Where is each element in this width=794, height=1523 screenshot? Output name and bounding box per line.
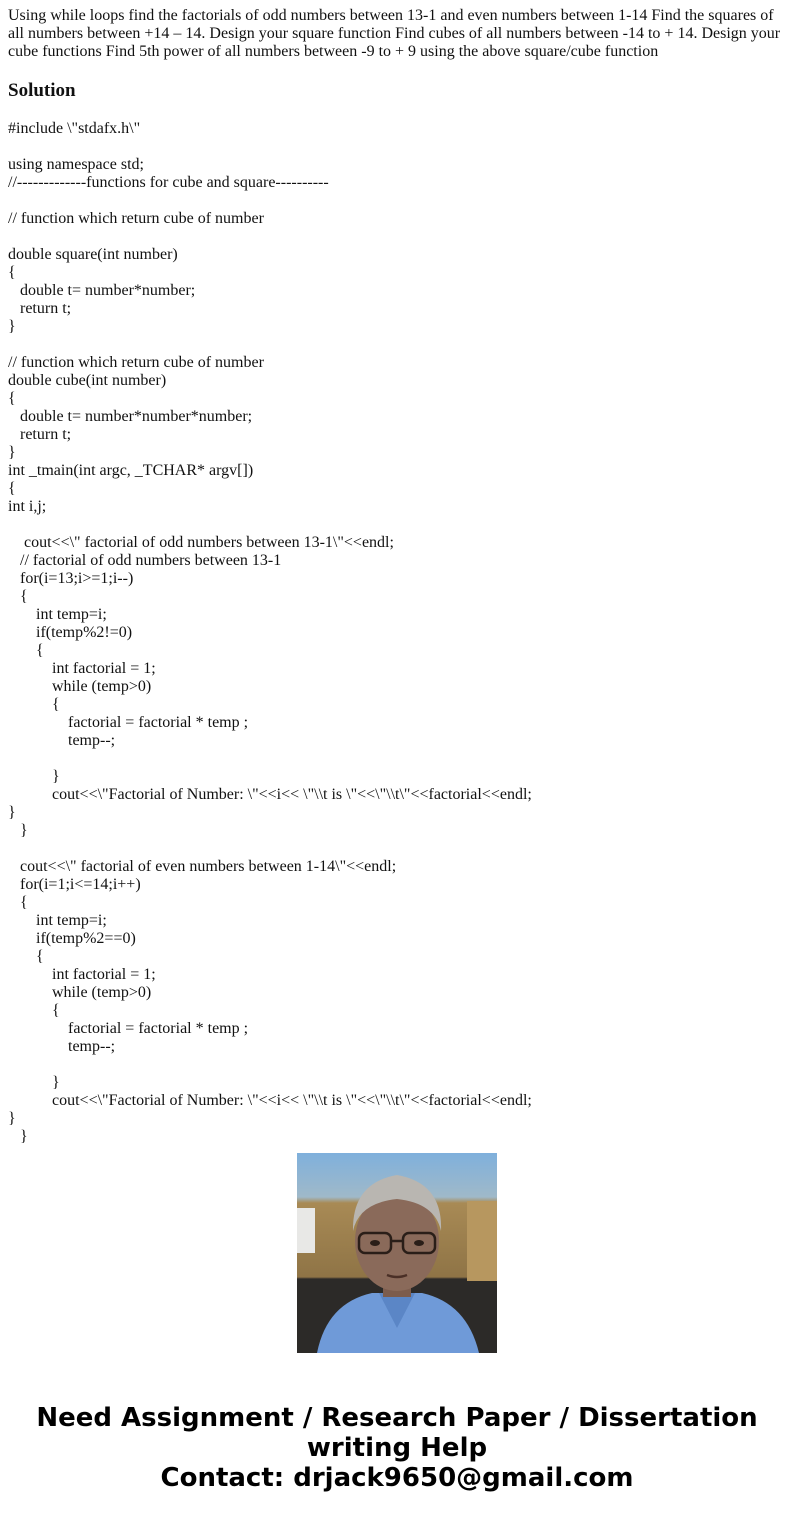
code-line: } xyxy=(20,1128,28,1145)
code-line: double square(int number) xyxy=(8,246,178,263)
code-line: return t; xyxy=(20,426,72,443)
code-line: { xyxy=(8,390,16,407)
promo-line-2: writing Help xyxy=(306,1433,488,1463)
code-line: cout<<\" factorial of odd numbers between 13-1\"<<endl; xyxy=(24,534,394,551)
code-line xyxy=(8,192,788,210)
code-line: int factorial = 1; xyxy=(52,660,156,677)
code-line: } xyxy=(8,1110,16,1127)
code-line: { xyxy=(52,1002,60,1019)
code-line xyxy=(8,750,788,768)
person-portrait-icon xyxy=(297,1153,497,1353)
code-line: while (temp>0) xyxy=(52,984,152,1001)
code-line: int i,j; xyxy=(8,498,47,515)
promo-contact-email: Contact: drjack9650@gmail.com xyxy=(160,1463,634,1493)
code-line: cout<<\"Factorial of Number: \"<<i<< \"\\t is \"<<\"\\t\"<<factorial<<endl; xyxy=(52,786,532,803)
code-line: //-------------functions for cube and square---------- xyxy=(8,174,329,191)
code-line: cout<<\"Factorial of Number: \"<<i<< \"\\t is \"<<\"\\t\"<<factorial<<endl; xyxy=(52,1092,532,1109)
code-line xyxy=(8,228,788,246)
code-line: } xyxy=(52,1074,60,1091)
code-line: // function which return cube of number xyxy=(8,210,264,227)
code-line: temp--; xyxy=(68,732,116,749)
code-line xyxy=(8,138,788,156)
code-line: int temp=i; xyxy=(36,606,107,623)
code-line: factorial = factorial * temp ; xyxy=(68,714,249,731)
code-line: // function which return cube of number xyxy=(8,354,264,371)
code-line: if(temp%2==0) xyxy=(36,930,136,947)
code-line: int temp=i; xyxy=(36,912,107,929)
code-line: { xyxy=(20,894,28,911)
solution-heading: Solution xyxy=(8,80,76,101)
code-line: while (temp>0) xyxy=(52,678,152,695)
code-line: cout<<\" factorial of even numbers between 1-14\"<<endl; xyxy=(20,858,397,875)
code-line: if(temp%2!=0) xyxy=(36,624,133,641)
code-line: } xyxy=(20,822,28,839)
code-line: // factorial of odd numbers between 13-1 xyxy=(20,552,282,569)
code-line xyxy=(8,336,788,354)
code-line: double t= number*number*number; xyxy=(20,408,253,425)
code-line: for(i=13;i>=1;i--) xyxy=(20,570,134,587)
code-block xyxy=(8,120,788,1145)
code-line: { xyxy=(36,642,44,659)
code-line: double cube(int number) xyxy=(8,372,167,389)
promo-line-1: Need Assignment / Research Paper / Dissertation xyxy=(36,1403,758,1433)
code-line: } xyxy=(8,804,16,821)
code-line: } xyxy=(8,318,16,335)
code-line: { xyxy=(36,948,44,965)
code-line: #include \"stdafx.h\" xyxy=(8,120,141,137)
question-text: Using while loops find the factorials of odd numbers between 13-1 and even numbers between 1-14 Find the squares of all numbers between +14 – 14. Design your square function Find cubes of all numbers between -14 to + 14. Design your cube functions Find 5th power of all numbers between -9 to + 9 using the above square/cube function xyxy=(8,7,781,60)
code-line: double t= number*number; xyxy=(20,282,196,299)
promo-banner xyxy=(0,1403,794,1493)
code-line: factorial = factorial * temp ; xyxy=(68,1020,249,1037)
code-line xyxy=(8,840,788,858)
code-line: temp--; xyxy=(68,1038,116,1055)
code-line: { xyxy=(52,696,60,713)
code-line: { xyxy=(8,480,16,497)
code-line: } xyxy=(8,444,16,461)
author-avatar xyxy=(297,1153,497,1353)
code-line: for(i=1;i<=14;i++) xyxy=(20,876,141,893)
code-line: { xyxy=(20,588,28,605)
code-line xyxy=(8,1056,788,1074)
code-line: int factorial = 1; xyxy=(52,966,156,983)
code-line: return t; xyxy=(20,300,72,317)
code-line xyxy=(8,516,788,534)
code-line: int _tmain(int argc, _TCHAR* argv[]) xyxy=(8,462,254,479)
code-line: } xyxy=(52,768,60,785)
code-line: using namespace std; xyxy=(8,156,144,173)
code-line: { xyxy=(8,264,16,281)
